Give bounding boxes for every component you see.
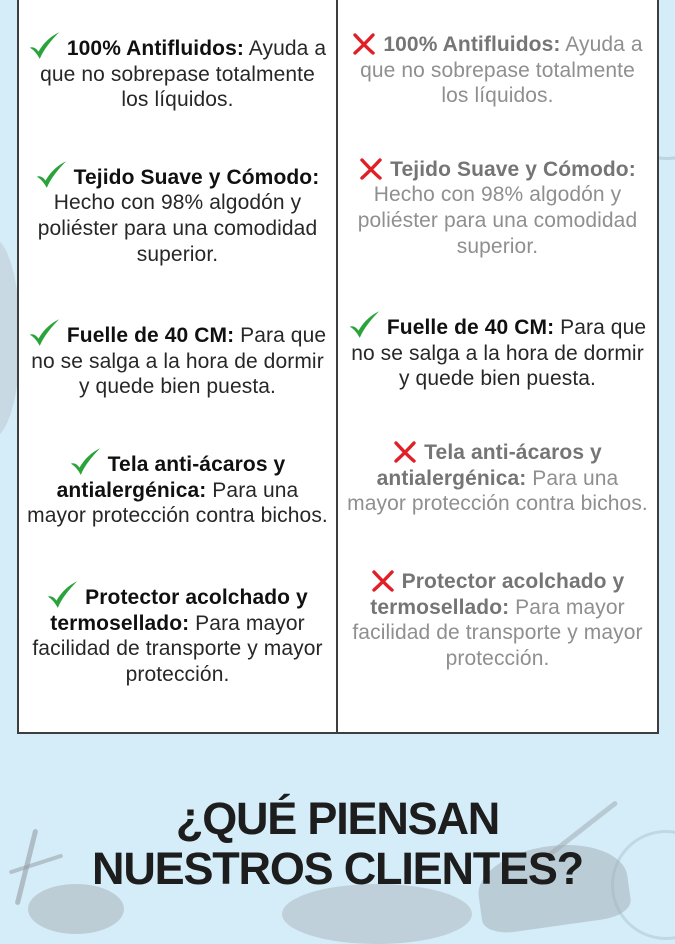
x-icon bbox=[371, 569, 395, 593]
feature-description: Para que no se salga a la hora de dormir y quede bien puesta. bbox=[351, 316, 647, 391]
feature-description: Hecho con 98% algodón y poliéster para una comodidad superior. bbox=[357, 183, 638, 258]
feature-description: Ayuda a que no sobrepase totalmente los líquidos. bbox=[360, 33, 643, 108]
section-heading-line2: NUESTROS CLIENTES? bbox=[92, 843, 583, 894]
feature-item bbox=[27, 32, 328, 113]
check-icon bbox=[349, 311, 380, 339]
feature-item bbox=[346, 440, 649, 517]
feature-title: Protector acolchado y termosellado: bbox=[50, 585, 308, 635]
feature-item bbox=[346, 32, 649, 109]
feature-item bbox=[346, 569, 649, 671]
feature-title: Protector acolchado y termosellado: bbox=[370, 569, 625, 619]
feature-title: Tejido Suave y Cómodo: bbox=[390, 157, 636, 181]
feature-description: Hecho con 98% algodón y poliéster para una comodidad superior. bbox=[37, 191, 318, 266]
section-heading-line1: ¿QUÉ PIENSAN bbox=[175, 793, 500, 844]
check-icon bbox=[36, 161, 67, 189]
feature-item bbox=[27, 319, 328, 400]
x-icon bbox=[393, 440, 417, 464]
x-icon bbox=[359, 157, 383, 181]
comparison-table bbox=[17, 0, 659, 734]
feature-title: 100% Antifluidos: bbox=[66, 37, 244, 60]
feature-item bbox=[346, 311, 649, 392]
feature-description: Para mayor facilidad de transporte y mayor protección. bbox=[32, 611, 323, 686]
feature-description: Para una mayor protección contra bichos. bbox=[27, 478, 328, 528]
feature-title: Tejido Suave y Cómodo: bbox=[73, 165, 320, 189]
feature-description: Para mayor facilidad de transporte y mayor protección. bbox=[352, 595, 643, 670]
check-icon bbox=[29, 319, 60, 347]
feature-title: Fuelle de 40 CM: bbox=[386, 316, 555, 340]
x-icon bbox=[352, 32, 376, 56]
feature-description: Ayuda a que no sobrepase totalmente los líquidos. bbox=[40, 37, 327, 112]
feature-item bbox=[27, 161, 328, 267]
feature-title: 100% Antifluidos: bbox=[383, 33, 561, 56]
feature-title: Tela anti-ácaros y antialergénica: bbox=[56, 453, 286, 502]
comparison-column-cons bbox=[338, 0, 657, 732]
check-icon bbox=[29, 32, 60, 60]
feature-description: Para una mayor protección contra bichos. bbox=[347, 466, 648, 516]
check-icon bbox=[70, 448, 101, 476]
comparison-column-pros bbox=[19, 0, 338, 732]
feature-item bbox=[27, 581, 328, 687]
feature-description: Para que no se salga a la hora de dormir y quede bien puesta. bbox=[31, 324, 327, 399]
feature-item bbox=[27, 448, 328, 529]
feature-title: Tela anti-ácaros y antialergénica: bbox=[376, 441, 602, 490]
check-icon bbox=[47, 581, 78, 609]
feature-title: Fuelle de 40 CM: bbox=[66, 324, 235, 348]
section-heading bbox=[0, 794, 675, 894]
feature-item bbox=[346, 157, 649, 259]
